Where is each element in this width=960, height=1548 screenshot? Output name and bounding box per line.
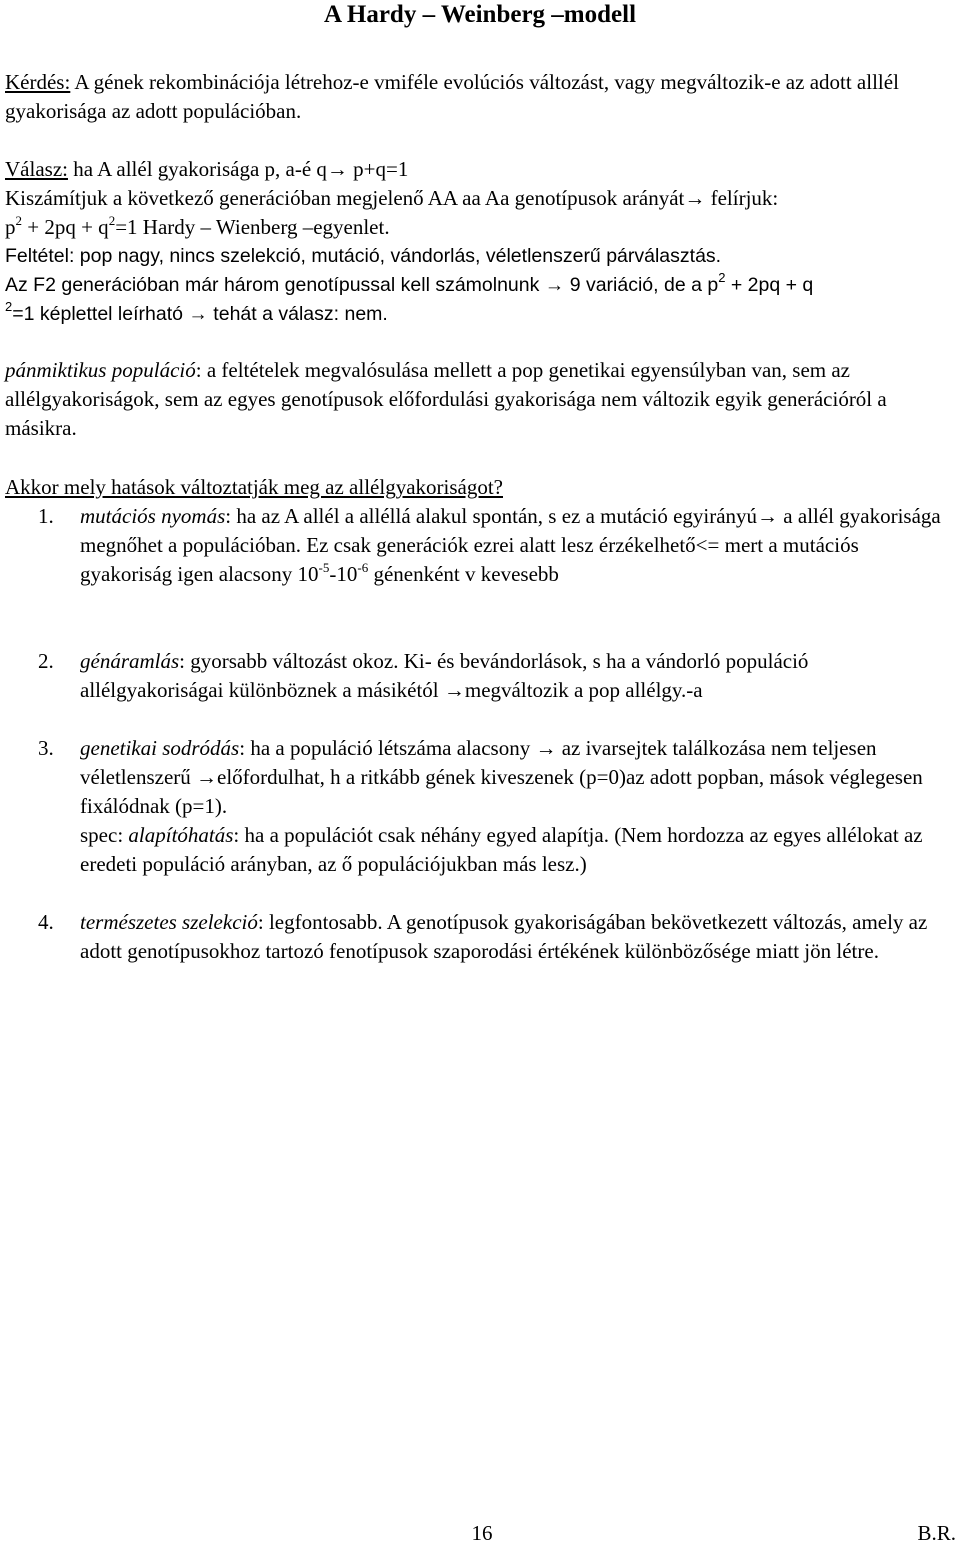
hardy-weinberg-equation: $p^2 + 2pq + q^2=1$ Hardy – Wienberg –egyenlet. — [5, 213, 390, 239]
list-item-body: genetikai sodródás: ha a populáció létszáma alacsony → az ivarsejtek találkozása nem teljesen véletlenszerű →előfordulhat, h a ritkább gének kiveszenek (p=0)az adott popban, mások véglegesen fixálódnak (p=1). spec: alapítóhatás: ha a populációt csak néhány egyed alapítja. (Nem hordozza az egyes allélokat az eredeti populáció arányban, az ő populációjukban más lesz.) — [80, 736, 923, 876]
list-item-term: genetikai sodródás — [80, 736, 240, 760]
list-number: 4. — [38, 910, 54, 934]
list-item-gene-flow — [5, 647, 955, 705]
panmictic-term: pánmiktikus populáció — [5, 358, 196, 382]
list-item-term: génáramlás — [80, 649, 180, 673]
list-item-term: mutációs nyomás — [80, 504, 226, 528]
author-initials: B.R. — [917, 1521, 956, 1545]
question-label: Kérdés: — [5, 70, 71, 94]
question-paragraph — [5, 68, 955, 126]
question-text: A gének rekombinációja létrehoz-e vmiféle evolúciós változást, vagy megváltozik-e az adott alllél gyakorisága az adott populációban. — [5, 70, 899, 123]
list-item-term: természetes szelekció — [80, 910, 258, 934]
list-number: 2. — [38, 649, 54, 673]
list-item-body: mutációs nyomás: ha az A allél a alléllá alakul spontán, s ez a mutáció egyirányú→ a allél gyakorisága megnőhet a populációban. Ez csak generációk ezrei alatt lesz érzékelhető<= mert a mutációs gyakoriság igen alacsony $10^{-5}-10^{-6}$ génenként v kevesebb — [80, 504, 941, 586]
condition-line: Feltétel: pop nagy, nincs szelekció, mutáció, vándorlás, véletlenszerű párválasztás. — [5, 245, 722, 267]
page-number: 16 — [471, 1521, 493, 1545]
list-item-body: természetes szelekció: legfontosabb. A genotípusok gyakoriságában bekövetkezett változás, amely az adott genotípusokhoz tartozó fenotípusok szaporodási értékének különbözősége miatt jön létre. — [80, 910, 928, 963]
list-item-natural-selection — [5, 908, 955, 966]
page-title: A Hardy – Weinberg –modell — [323, 1, 637, 28]
founder-effect-term: alapítóhatás — [128, 823, 234, 847]
list-item-mutation — [5, 502, 955, 589]
answer-label: Válasz: — [5, 157, 68, 181]
list-item-body: génáramlás: gyorsabb változást okoz. Ki- és bevándorlások, s ha a vándorló populáció allélgyakoriságai különböznek a másikétól →megváltozik a pop allélgy.-a — [80, 649, 809, 702]
forces-question: Akkor mely hatások változtatják meg az allélgyakoriságot? — [5, 475, 503, 499]
panmictic-paragraph: pánmiktikus populáció: a feltételek megvalósulása mellett a pop genetikai egyensúlyban van, sem az allélgyakoriságok, sem az egyes genotípusok előfordulási gyakorisága nem változik egyik generációról a másikra. — [5, 358, 887, 440]
list-number: 1. — [38, 504, 54, 528]
list-item-genetic-drift — [5, 734, 955, 879]
answer-line-1: Válasz: ha A allél gyakorisága p, a-é q→ p+q=1 — [5, 157, 409, 181]
answer-line-2: Kiszámítjuk a következő generációban megjelenő AA aa Aa genotípusok arányát→ felírjuk: — [5, 186, 779, 210]
list-number: 3. — [38, 736, 54, 760]
f2-line: Az F2 generációban már három genotípussal kell számolnunk → 9 variáció, de a $p^2 + 2pq + q$ $^2$=1 képlettel leírható → tehát a válasz: nem. — [5, 270, 814, 325]
answer-block — [5, 155, 955, 329]
